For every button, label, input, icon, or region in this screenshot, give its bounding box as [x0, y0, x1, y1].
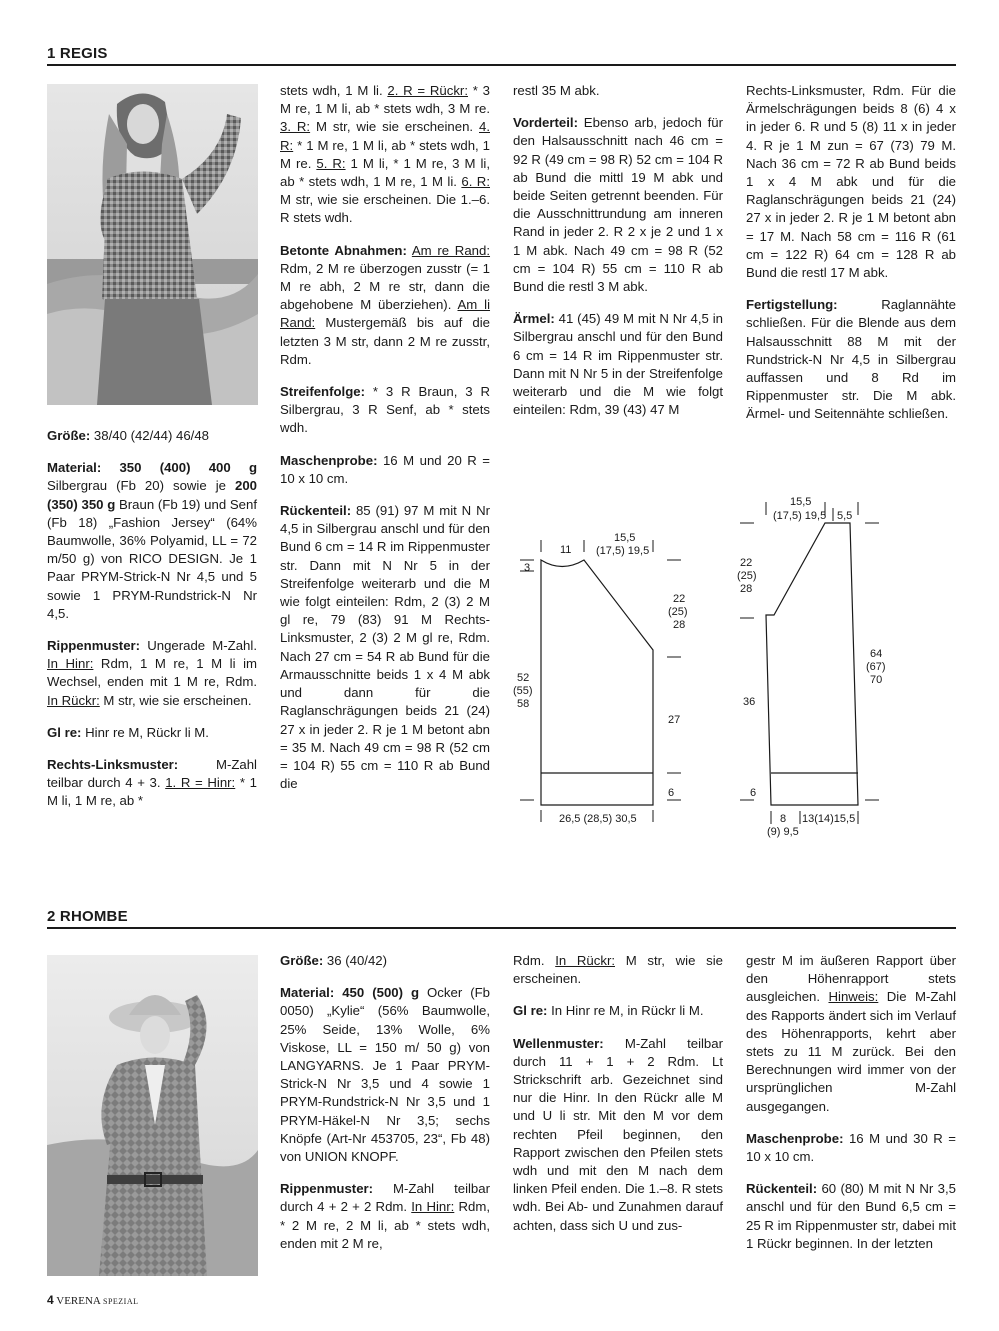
paragraph-text: 60 (80) M mit N Nr 3,5 anschl und für den Bund 6,5 cm = 25 R im Rippenmuster str, dabei mit 1 Rückr beginnen. In der letzten	[746, 1181, 956, 1251]
dim-top-alt: (17,5) 19,5	[773, 510, 827, 522]
paragraph-text: gestr M im äußeren Rapport über den Höhenrapport stets ausgleichen.	[746, 953, 956, 1005]
paragraph-text: * 1 M li, 1 M re, ab *	[47, 775, 258, 809]
paragraph	[280, 82, 490, 228]
paragraph	[47, 724, 257, 742]
paragraph-heading: Vorderteil:	[513, 115, 578, 131]
paragraph-text: In Hinr:	[47, 656, 94, 672]
paragraph-heading: Größe:	[280, 953, 324, 968]
paragraph-heading: Größe:	[47, 428, 91, 443]
paragraph-text: 5. R:	[316, 155, 346, 171]
paragraph	[47, 756, 257, 811]
paragraph-text: Ebenso arb, jedoch für den Halsausschnitt nach 46 cm = 92 R (49 cm = 98 R) 52 cm = 104 R ab Bund die mittl 19 M abk und beide Seiten getrennt beenden. Für die Ausschnittrundung am inneren Rand in jeder 2. R 2 x je 2 und 1 x 1 M abk. Nach 49 cm = 98 R (52 cm = 104 R) 55 cm = 110 R ab Bund die restl 3 M abk.	[513, 115, 723, 295]
paragraph-heading: 200 (350) 350 g	[47, 478, 257, 512]
paragraph-text: Rdm, 1 M re, 1 M li im Wechsel, enden mit 1 M re, Rdm.	[47, 656, 257, 690]
paragraph-text: restl 35 M abk.	[513, 83, 600, 98]
paragraph-text: 3. R:	[280, 119, 311, 135]
paragraph	[280, 452, 490, 488]
paragraph-heading: Betonte Abnahmen:	[280, 242, 407, 258]
dim-width: 26,5 (28,5) 30,5	[559, 813, 637, 825]
paragraph	[280, 242, 490, 369]
dim-armhole-3: 28	[673, 619, 686, 631]
paragraph	[47, 427, 257, 445]
paragraph-text: 1 M li, * 1 M re, 3 M li, ab * stets wdh, 1 M re, 1 M li.	[280, 155, 490, 190]
paragraph	[746, 952, 956, 1116]
paragraph-text: M-Zahl teilbar durch 4 + 3.	[47, 757, 257, 791]
paragraph-text: Raglannähte schließen. Für die Blende aus dem Halsausschnitt 88 M mit der Rundstrick-N Nr 4,5 in Silbergrau auffassen und 8 Rd im Rippenmuster str. Die M abk. Ärmel- und Seitennähte schließen.	[746, 297, 956, 422]
paragraph-text: Braun (Fb 19) und Senf (Fb 18) „Fashion Jersey“ (64% Baumwolle, 36% Polyamid, LL = 72 m/50 g) von RICO DESIGN. Je 1 Paar PRYM-Strick-N Nr 4,5 und 5 sowie 1 PRYM-Rundstrick-N Nr 4,5.	[47, 496, 257, 621]
dim-rib: 6	[668, 787, 675, 799]
paragraph-text: Rdm, * 2 M re, 2 M li, ab * stets wdh, enden mit 2 M re,	[280, 1199, 490, 1251]
paragraph-text: M str, wie sie erscheinen.	[99, 692, 252, 708]
paragraph-text: In Rückr:	[47, 692, 100, 708]
paragraph	[513, 114, 723, 296]
dim-length-2: (55)	[513, 685, 533, 697]
paragraph	[280, 502, 490, 793]
paragraph-text: In Hinr:	[411, 1199, 455, 1215]
paragraph	[47, 459, 257, 623]
sleeve-schematic	[725, 490, 895, 850]
dim-width: 13(14)15,5	[802, 813, 856, 825]
paragraph-heading: Rippenmuster:	[47, 638, 141, 654]
paragraph-heading: Ärmel:	[513, 311, 555, 327]
paragraph	[746, 82, 956, 282]
paragraph-text: Rechts-Linksmuster, Rdm. Für die Ärmelschrägungen beids 8 (6) 4 x in jeder 6. R und 5 (8) 11 x in jeder 4. R je 1 M zun = 67 (73) 79 M. Nach 36 cm = 72 R ab Bund beids 1 x 4 M abk und für die Raglanschrägungen beids 21 (24) 27 x in jeder 2. R je 1 M betont abn = 17 M. Nach 58 cm = 116 R (61 cm = 122 R) 64 cm = 128 R ab Bund die restl 17 M abk.	[746, 83, 956, 281]
paragraph-heading: Wellenmuster:	[513, 1035, 604, 1051]
dim-length-3: 58	[517, 698, 530, 710]
paragraph-text: Die M-Zahl des Rapports ändert sich im Verlauf des Höhenrapports, kehrt aber stets zu 11 M zurück. Bei den Berechnungen wird immer von der ursprünglichen M-Zahl ausgegangen.	[746, 989, 956, 1114]
rhombe-column-3	[513, 952, 723, 1249]
magazine-brand: VERENA	[56, 1295, 101, 1307]
page-number: 4	[47, 1293, 54, 1307]
dim-armhole-2: (25)	[668, 606, 688, 618]
paragraph-heading: Rückenteil:	[280, 503, 352, 519]
paragraph-text: In Rückr:	[555, 953, 615, 968]
paragraph	[513, 952, 723, 988]
paragraph-text: * 3 M re, 1 M li, ab * stets wdh, 3 M re.	[280, 83, 490, 117]
section-title-rhombe: 2 RHOMBE	[47, 908, 128, 925]
page-footer	[47, 1293, 139, 1307]
paragraph	[280, 952, 490, 970]
paragraph-text: Rdm.	[513, 953, 556, 968]
paragraph-text: stets wdh, 1 M li.	[280, 83, 388, 98]
paragraph-text: Am re Rand:	[411, 242, 491, 258]
paragraph	[746, 1130, 956, 1166]
paragraph	[513, 1002, 723, 1020]
paragraph-text: In Hinr re M, in Rückr li M.	[547, 1003, 704, 1019]
dim-top-end: 5,5	[837, 510, 853, 522]
dim-sleeve-length: 36	[743, 696, 756, 708]
dim-shoulder: 15,5	[614, 532, 636, 544]
regis-column-1	[47, 427, 257, 825]
body-schematic	[510, 525, 710, 830]
paragraph-heading: Rechts-Linksmuster:	[47, 757, 179, 773]
paragraph-text: 85 (91) 97 M mit N Nr 4,5 in Silbergrau anschl und für den Bund 6 cm = 14 R im Rippenmuster str. Dann mit N Nr 5 in der Streifenfolge weiterarb und die M wie folgt einteilen: Rdm, 2 (3) 2 M gl re, 79 (83) 91 M Rechts-Linksmuster, 2 (3) 2 M gl re, Rdm. Nach 27 cm = 54 R ab Bund für die Armausschnitte beids 1 x 4 M abk und dann für die Raglanschrägungen beids 21 (24) 27 x in jeder 2. R je 1 M betont abn = 35 M. Nach 49 cm = 98 R (52 cm = 104 R) 55 cm = 110 R ab Bund die	[280, 503, 490, 792]
paragraph-text: 16 M und 30 R = 10 x 10 cm.	[746, 1130, 956, 1165]
sleeve-outline	[766, 523, 858, 805]
paragraph	[280, 1180, 490, 1253]
paragraph-text: 38/40 (42/44) 46/48	[90, 428, 210, 443]
dim-length-1: 52	[517, 672, 530, 684]
paragraph-text: 4. R:	[280, 119, 490, 153]
paragraph-text: * 3 R Braun, 3 R Silbergrau, 3 R Senf, ab * stets wdh.	[280, 384, 490, 436]
model-photo-regis	[47, 84, 258, 405]
dim-cuff-half: 8	[780, 813, 787, 825]
dim-length-1: 64	[870, 648, 883, 660]
paragraph-text: Am li Rand:	[280, 297, 491, 331]
paragraph-heading: Maschenprobe:	[280, 452, 378, 468]
section-divider	[47, 64, 956, 66]
dim-raglan-1: 22	[740, 557, 753, 569]
paragraph-text: * 1 M re, 1 M li, ab * stets wdh, 1 M re.	[280, 137, 490, 171]
dim-shoulder-alt: (17,5) 19,5	[596, 545, 650, 557]
paragraph-heading: Maschenprobe:	[746, 1130, 844, 1146]
dim-length-3: 70	[870, 674, 883, 686]
paragraph-text: Silbergrau (Fb 20) sowie je	[47, 478, 235, 494]
rhombe-column-2	[280, 952, 490, 1267]
body-outline	[541, 560, 653, 805]
paragraph-heading: Material: 450 (500) g	[280, 985, 420, 1001]
paragraph-text: Ungerade M-Zahl.	[140, 638, 257, 654]
dim-armhole-1: 22	[673, 593, 686, 605]
paragraph-text: M-Zahl teilbar durch 11 + 1 + 2 Rdm. Lt Strickschrift arb. Gezeichnet sind nur die Hinr. In den Rückr alle M und U li str. Mit den M vor dem rechten Pfeil beginnen, den Rapport zwischen den Pfeilen stets wdh und mit den M nach dem linken Pfeil enden. Die 1.–8. R stets wdh. Bei Ab- und Zunahmen darauf achten, dass sich U und zus-	[513, 1035, 723, 1233]
paragraph-heading: Rückenteil:	[746, 1181, 818, 1197]
dim-raglan-3: 28	[740, 583, 753, 595]
paragraph-heading: Rippenmuster:	[280, 1181, 374, 1197]
paragraph-text: M-Zahl teilbar durch 4 + 2 + 2 Rdm.	[280, 1181, 490, 1215]
paragraph-text: 1. R = Hinr:	[165, 775, 236, 791]
paragraph-text: 16 M und 20 R = 10 x 10 cm.	[280, 452, 490, 486]
regis-column-2	[280, 82, 490, 807]
dim-length-2: (67)	[866, 661, 886, 673]
paragraph	[280, 984, 490, 1166]
regis-column-3	[513, 82, 723, 433]
paragraph	[746, 1180, 956, 1253]
paragraph-text: M str, wie sie erscheinen.	[310, 119, 479, 135]
paragraph	[513, 82, 723, 100]
paragraph-heading: Streifenfolge:	[280, 384, 365, 400]
paragraph-heading: Gl re:	[513, 1003, 548, 1019]
paragraph-text: M str, wie sie erscheinen.	[513, 953, 723, 987]
dim-cuff-half-alt: (9) 9,5	[767, 826, 799, 838]
paragraph-text: Mustergemäß bis auf die letzten 3 M str, dann 2 M re zusstr, Rdm.	[280, 315, 490, 367]
paragraph-text: Hinr re M, Rückr li M.	[81, 724, 209, 740]
paragraph-heading: Fertigstellung:	[746, 297, 838, 313]
dim-neck-depth: 3	[524, 562, 531, 574]
paragraph-text: 2. R = Rückr:	[387, 83, 468, 98]
section-divider	[47, 927, 956, 929]
paragraph-heading: Material: 350 (400) 400 g	[47, 460, 257, 476]
dim-top: 15,5	[790, 496, 812, 508]
paragraph-text: Hinweis:	[828, 989, 879, 1005]
paragraph-text: 6. R:	[461, 174, 490, 190]
paragraph-text: Ocker (Fb 0050) „Kylie“ (56% Baumwolle, 25% Seide, 13% Wolle, 6% Viskose, LL = 150 m/ 50 g) von LANGYARNS. Je 1 Paar PRYM-Strick-N Nr 3,5 und 4 sowie 1 PRYM-Rundstrick-N Nr 3,5 und 1 PRYM-Häkel-N Nr 3,5; sechs Knöpfe (Art-Nr 453705, 23“, Fb 48) von UNION KNOPF.	[280, 985, 490, 1165]
rhombe-column-4	[746, 952, 956, 1267]
dim-raglan-2: (25)	[737, 570, 757, 582]
dim-neck-half: 11	[560, 544, 572, 556]
paragraph	[746, 296, 956, 423]
paragraph	[47, 637, 257, 710]
paragraph-heading: Gl re:	[47, 724, 82, 740]
regis-column-4	[746, 82, 956, 438]
paragraph-text: Rdm, 2 M re überzogen zusstr (= 1 M re abh, 2 M re str, dann die abgehobene M überziehen).	[280, 260, 490, 313]
paragraph-text: 41 (45) 49 M mit N Nr 4,5 in Silbergrau anschl und für den Bund 6 cm = 14 R im Rippenmuster str. Dann mit N Nr 5 in der Streifenfolge weiterarb und die M wie folgt einteilen: Rdm, 39 (43) 47 M	[513, 311, 723, 418]
paragraph	[280, 383, 490, 438]
dim-side: 27	[668, 714, 681, 726]
paragraph	[513, 1035, 723, 1235]
paragraph	[513, 310, 723, 419]
magazine-sub: SPEZIAL	[103, 1297, 139, 1306]
paragraph-text: M str, wie sie erscheinen. Die 1.–6. R stets wdh.	[280, 192, 490, 226]
dim-rib: 6	[750, 787, 757, 799]
paragraph-text: 36 (40/42)	[323, 953, 388, 968]
section-title-regis: 1 REGIS	[47, 45, 108, 62]
model-photo-rhombe	[47, 955, 258, 1276]
